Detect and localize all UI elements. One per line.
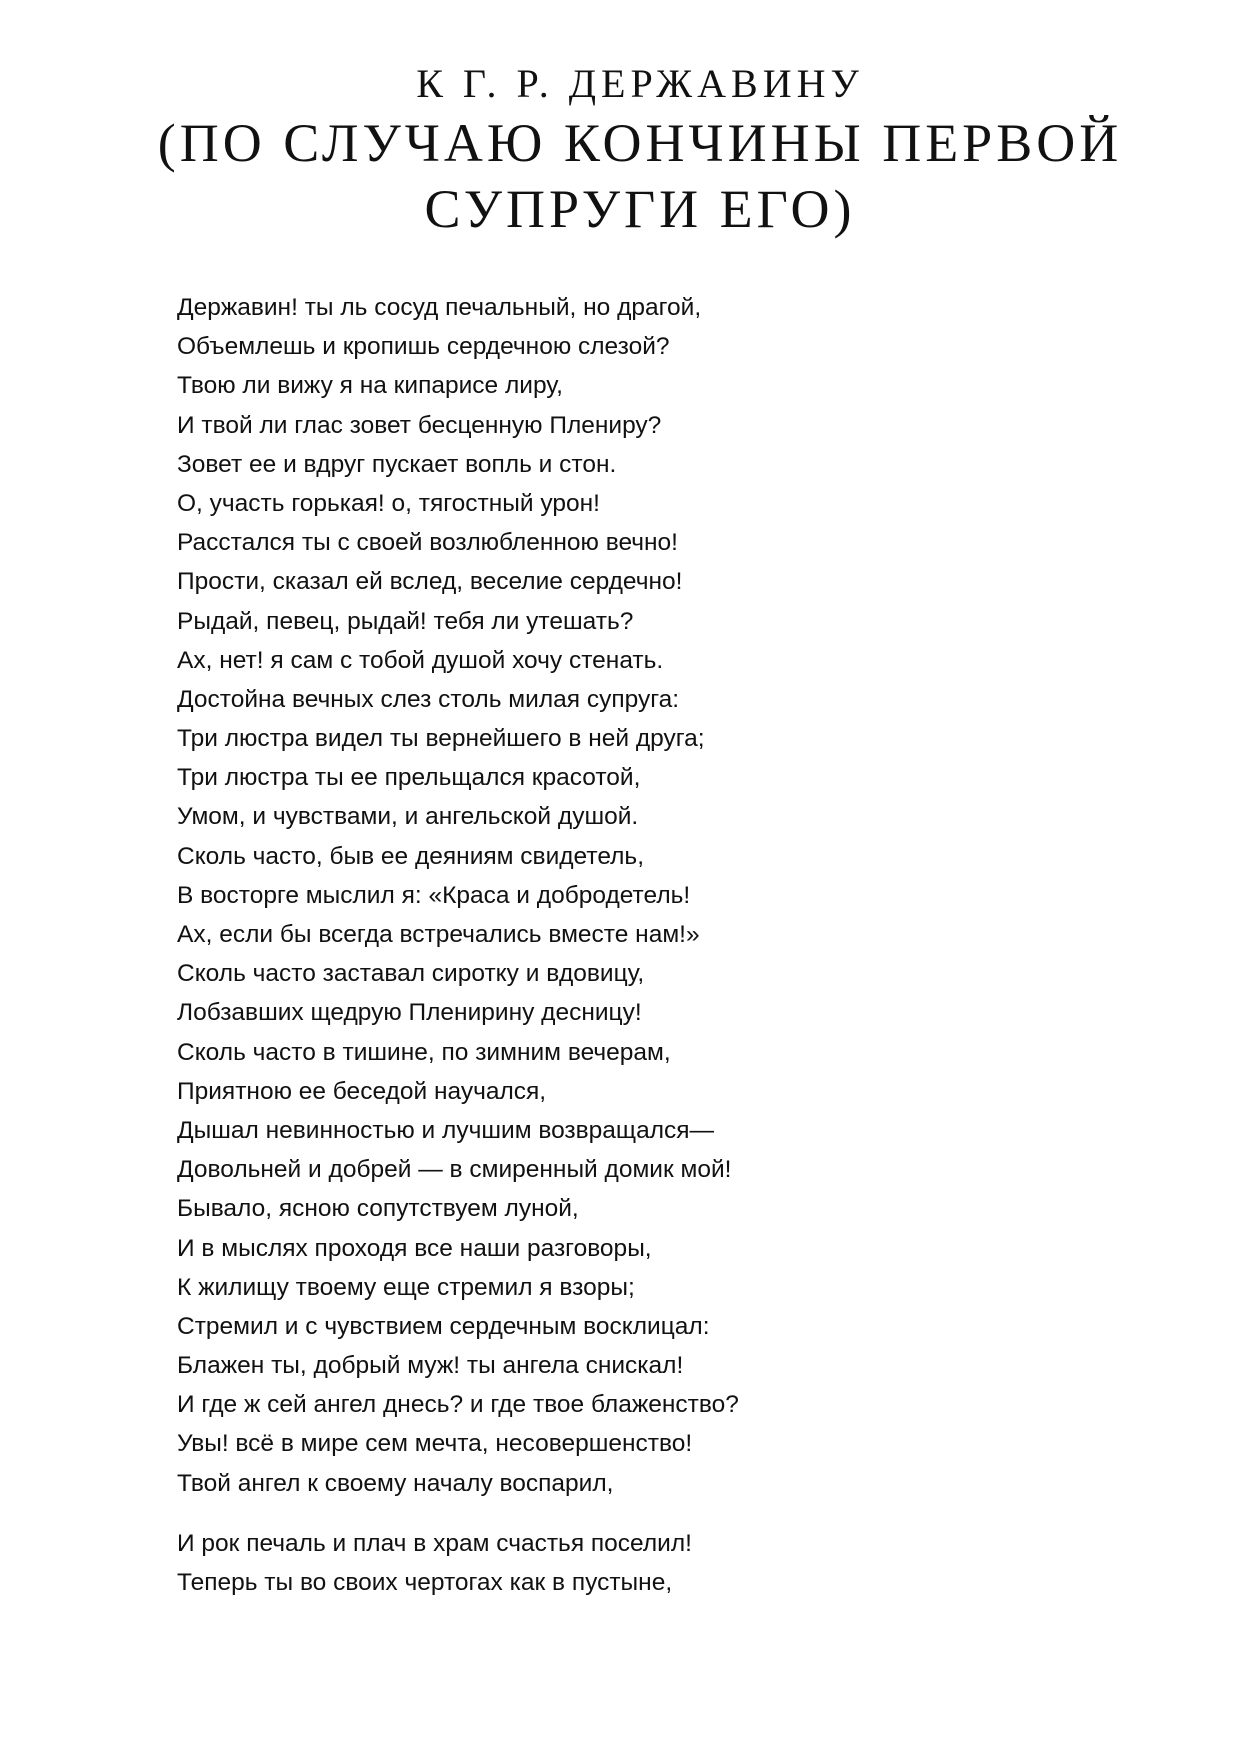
poem-line: И рок печаль и плач в храм счастья поселил!: [177, 1529, 692, 1557]
poem-line: Твою ли вижу я на кипарисе лиру,: [177, 372, 563, 400]
poem-title: [120, 58, 1160, 242]
stanza: [177, 1524, 1077, 1602]
poem-line: Умом, и чувствами, и ангельской душой.: [177, 803, 639, 831]
poem-line: Довольней и добрей — в смиренный домик мой!: [177, 1156, 732, 1184]
poem-line: О, участь горькая! о, тягостный урон!: [177, 489, 600, 517]
poem-line: Дышал невинностью и лучшим возвращался—: [177, 1116, 715, 1144]
poem-line: Достойна вечных слез столь милая супруга:: [177, 685, 680, 713]
poem-line: Бывало, ясною сопутствуем луной,: [177, 1195, 579, 1223]
poem-line: К жилищу твоему еще стремил я взоры;: [177, 1273, 635, 1301]
poem-line: Сколь часто заставал сиротку и вдовицу,: [177, 960, 645, 988]
stanza: [177, 288, 1077, 1503]
poem-line: Расстался ты с своей возлюбленною вечно!: [177, 529, 678, 557]
poem-line: И твой ли глас зовет бесценную Плениру?: [177, 411, 662, 439]
poem-body: [177, 288, 1077, 1602]
poem-line: Державин! ты ль сосуд печальный, но драгой,: [177, 294, 702, 321]
poem-line: Приятною ее беседой научался,: [177, 1077, 547, 1105]
poem-line: Теперь ты во своих чертогах как в пустыне,: [177, 1569, 673, 1596]
poem-line: Сколь часто, быв ее деяниям свидетель,: [177, 842, 644, 870]
poem-line: Твой ангел к своему началу воспарил,: [177, 1469, 614, 1497]
poem-line: Три люстра видел ты вернейшего в ней друга;: [177, 725, 705, 753]
poem-line: Сколь часто в тишине, по зимним вечерам,: [177, 1038, 671, 1066]
poem-line: И в мыслях проходя все наши разговоры,: [177, 1234, 652, 1262]
poem-line: Прости, сказал ей вслед, веселие сердечно!: [177, 568, 683, 596]
poem-line: Стремил и с чувствием сердечным восклицал:: [177, 1312, 710, 1340]
title-subtitle-line1: (ПО СЛУЧАЮ КОНЧИНЫ ПЕРВОЙ: [157, 113, 1123, 173]
poem-line: Увы! всё в мире сем мечта, несовершенство!: [177, 1430, 693, 1458]
poem-line: Ах, если бы всегда встречались вместе нам!»: [177, 921, 700, 948]
poem-line: Лобзавших щедрую Пленирину десницу!: [177, 999, 642, 1027]
poem-line: Ах, нет! я сам с тобой душой хочу стенать.: [177, 646, 664, 674]
poem-line: Зовет ее и вдруг пускает вопль и стон.: [177, 450, 617, 478]
poem-line: Блажен ты, добрый муж! ты ангела снискал!: [177, 1352, 684, 1380]
poem-line: Рыдай, певец, рыдай! тебя ли утешать?: [177, 607, 634, 635]
title-subtitle-line2: СУПРУГИ ЕГО): [424, 179, 856, 239]
poem-line: В восторге мыслил я: «Краса и добродетель!: [177, 881, 691, 909]
poem-line: Объемлешь и кропишь сердечною слезой?: [177, 333, 670, 361]
title-dedication: К Г. Р. ДЕРЖАВИНУ: [416, 61, 864, 106]
poem-line: Три люстра ты ее прельщался красотой,: [177, 764, 641, 792]
poem-line: И где ж сей ангел днесь? и где твое блаженство?: [177, 1391, 739, 1419]
